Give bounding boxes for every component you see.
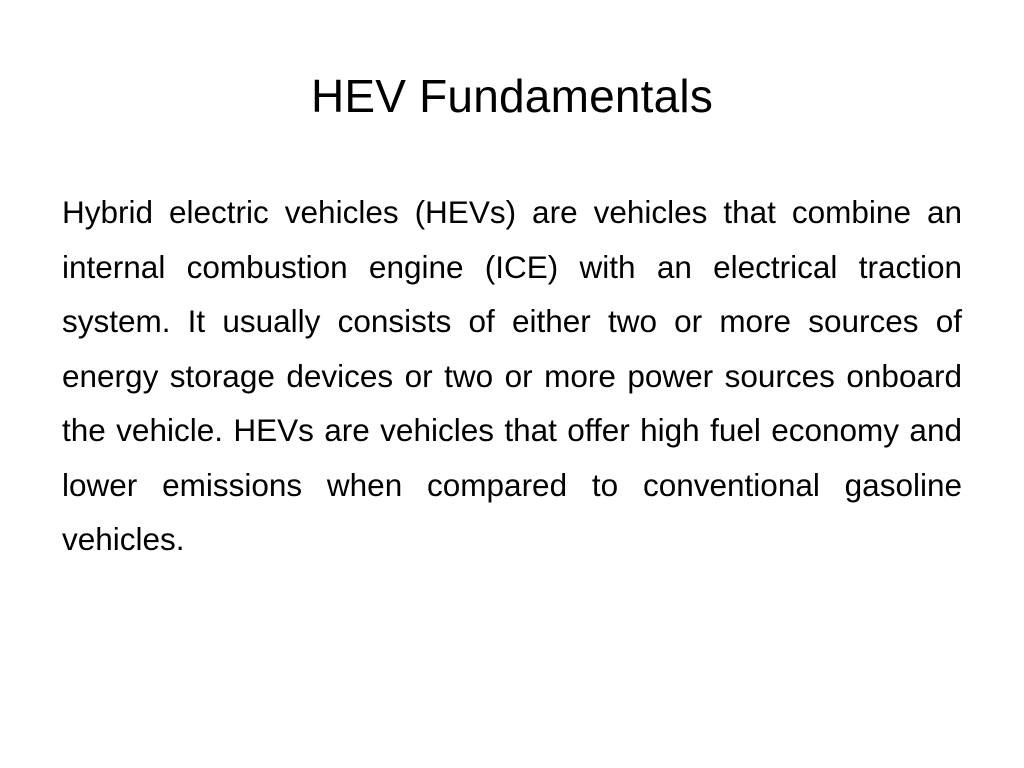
slide-title: HEV Fundamentals xyxy=(310,70,714,122)
slide-body-text: Hybrid electric vehicles (HEVs) are vehicles that combine an internal combustion engine (ICE) with an electrical traction system. It usually consists of either two or more sources of energy storage devices or two or more power sources onboard the vehicle. HEVs are vehicles that offer high fuel economy and lower emissions when compared to conventional gasoline vehicles. xyxy=(62,194,962,557)
